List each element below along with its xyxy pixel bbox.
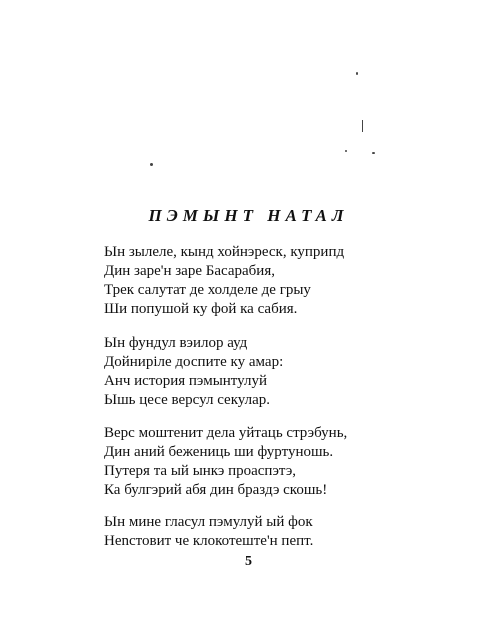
- print-speck: [356, 72, 358, 75]
- verse-line: Путеря та ый ынкэ проаспэтэ,: [104, 463, 297, 479]
- page-number: 5: [245, 554, 252, 569]
- print-speck: [345, 150, 347, 152]
- verse-line: Верс моштенит дела уйтаць стрэбунь,: [104, 425, 348, 441]
- print-speck: [150, 163, 153, 166]
- stanza-2: [104, 334, 283, 410]
- verse-line: Дин заре'н заре Басарабия,: [104, 263, 275, 279]
- print-speck: [372, 152, 375, 154]
- verse-line: Ка булгэрий абя дин браздэ скошь!: [104, 482, 328, 498]
- stanza-3: [104, 424, 347, 500]
- verse-line: Ышь цесе версул секулар.: [104, 392, 271, 408]
- stanza-1: [104, 243, 344, 319]
- verse-line: Ын мине гласул пэмулуй ый фок: [104, 514, 313, 530]
- print-speck: [362, 120, 363, 132]
- verse-line: Ши попушой ку фой ка сабия.: [104, 301, 298, 317]
- verse-line: Дойниріле доспите ку амар:: [104, 354, 284, 370]
- verse-line: Трек салутат де холделе де грыу: [104, 282, 311, 298]
- stanza-4: [104, 513, 313, 551]
- verse-line: Ын зылеле, кынд хойнэреск, куприпд: [104, 244, 345, 260]
- verse-line: Ын фундул вэилор ауд: [104, 335, 248, 351]
- poem-title: ПЭМЫНТ НАТАЛ: [148, 206, 349, 225]
- verse-line: Анч история пэмынтулуй: [104, 373, 268, 389]
- verse-line: Дин аний бежениць ши фуртуношь.: [104, 444, 334, 460]
- verse-line: Неnстовит че клокотеште'н пепт.: [104, 533, 314, 549]
